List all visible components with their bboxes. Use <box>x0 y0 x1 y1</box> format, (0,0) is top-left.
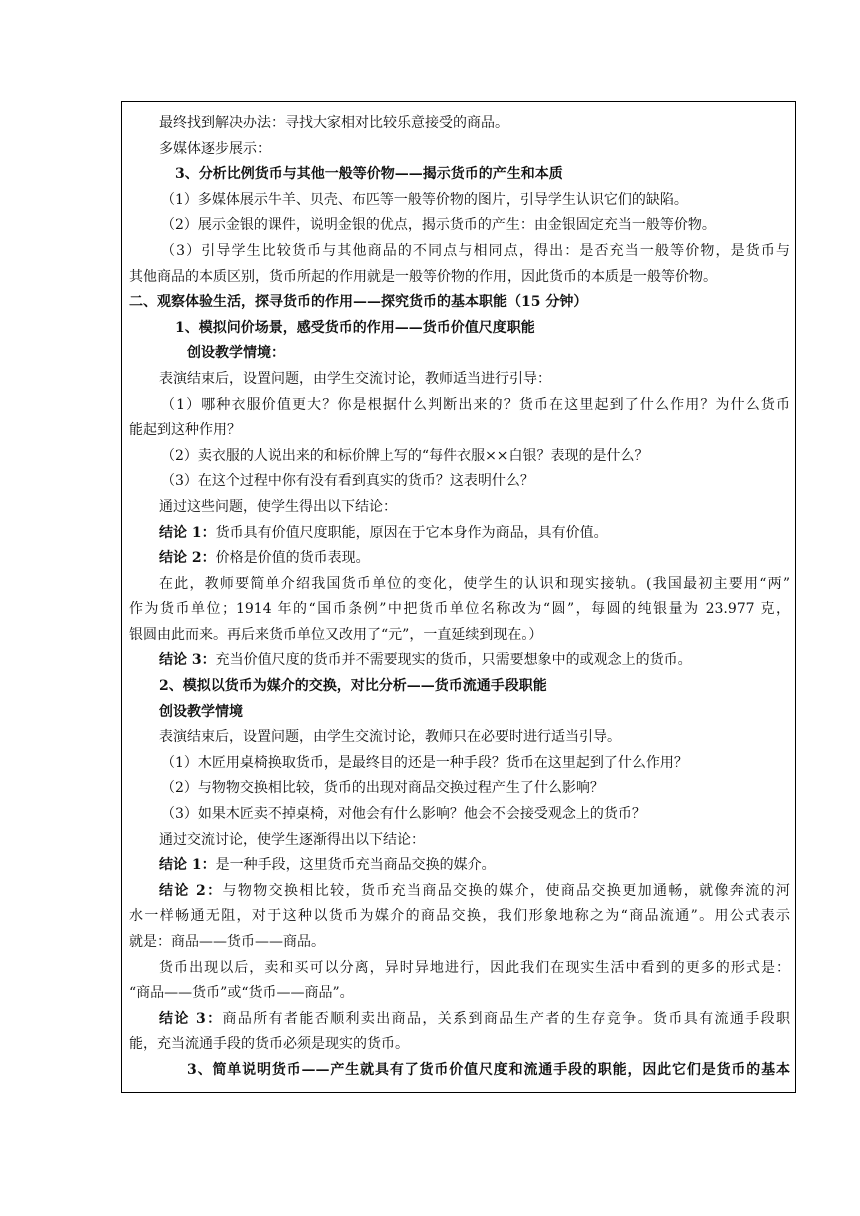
conclusion-line <box>129 648 790 674</box>
text-line: （2）展示金银的课件，说明金银的优点，揭示货币的产生：由金银固定充当一般等价物。 <box>161 217 716 234</box>
conclusion-label: 结论 2： <box>159 882 223 899</box>
conclusion-label: 结论 3： <box>159 1010 223 1027</box>
text-line: 其他商品的本质区别，货币所起的作用就是一般等价物的作用，因此货币的本质是一般等价物。 <box>129 268 717 285</box>
text-line: 就是：商品——货币——商品。 <box>129 934 325 950</box>
text-line: 能，充当流通手段的货币必须是现实的货币。 <box>129 1036 409 1053</box>
text-line: （2）与物物交换相比较，货币的出现对商品交换过程产生了什么影响？ <box>161 780 604 797</box>
text-line: 能起到这种作用？ <box>129 422 241 439</box>
text-line: 水一样畅通无阻，对于这种以货币为媒介的商品交换，我们形象地称之为“商品流通”。用公式表示 <box>129 908 790 925</box>
text-line: （1）木匠用桌椅换取货币，是最终目的还是一种手段？货币在这里起到了什么作用？ <box>161 754 688 771</box>
text-line: （1）哪种衣服价值更大？你是根据什么判断出来的？货币在这里起到了什么作用？为什么货币 <box>161 396 790 413</box>
conclusion-text: 价格是价值的货币表现。 <box>215 550 370 567</box>
text-line: “商品——货币”或“货币——商品”。 <box>129 985 354 1002</box>
conclusion-label: 结论 1： <box>159 524 216 541</box>
conclusion-label: 结论 3： <box>159 652 216 669</box>
section-heading: 二、观察体验生活，探寻货币的作用——探究货币的基本职能（15 分钟） <box>129 294 588 311</box>
text-line: 最终找到解决办法：寻找大家相对比较乐意接受的商品。 <box>159 115 509 131</box>
text-line: （3）引导学生比较货币与其他商品的不同点与相同点，得出：是否充当一般等价物，是货币与 <box>161 242 790 259</box>
conclusion-label: 结论 1： <box>159 857 216 874</box>
text-line: 在此，教师要简单介绍我国货币单位的变化，使学生的认识和现实接轨。(我国最初主要用“两” <box>159 575 790 592</box>
conclusion-label: 结论 2： <box>159 550 216 567</box>
text-line: （2）卖衣服的人说出来的和标价牌上写的“每件衣服××白银？表现的是什么？ <box>161 447 649 464</box>
text-line: （3）如果木匠卖不掉桌椅，对他会有什么影响？他会不会接受观念上的货币？ <box>161 806 646 823</box>
conclusion-line <box>129 853 790 879</box>
conclusion-text: 充当价值尺度的货币并不需要现实的货币，只需要想象中的或观念上的货币。 <box>215 652 692 669</box>
section-heading: 3、分析比例货币与其他一般等价物——揭示货币的产生和本质 <box>175 166 563 183</box>
conclusion-line <box>129 879 790 905</box>
text-line: （1）多媒体展示牛羊、贝壳、布匹等一般等价物的图片，引导学生认识它们的缺陷。 <box>161 191 688 208</box>
text-line: 通过这些问题，使学生得出以下结论： <box>159 498 397 515</box>
conclusion-text: 商品所有者能否顺利卖出商品，关系到商品生产者的生存竞争。货币具有流通手段职 <box>222 1010 790 1027</box>
text-line: （3）在这个过程中你有没有看到真实的货币？这表明什么？ <box>161 473 534 490</box>
document-body <box>129 111 790 1084</box>
conclusion-text: 与物物交换相比较，货币充当商品交换的媒介，使商品交换更加通畅，就像奔流的河 <box>222 882 790 899</box>
table-cell-frame <box>121 101 796 1093</box>
conclusion-line <box>129 521 790 547</box>
conclusion-text: 货币具有价值尺度职能，原因在于它本身作为商品，具有价值。 <box>215 524 608 541</box>
text-line: 表演结束后，设置问题，由学生交流讨论，教师只在必要时进行适当引导。 <box>159 729 621 746</box>
text-line: 多媒体逐步展示： <box>159 140 271 157</box>
text-line: 作为货币单位；1914 年的“国币条例”中把货币单位名称改为“圆”，每圆的纯银量为 23.977 克， <box>129 601 790 618</box>
subsection-heading: 创设教学情境： <box>187 345 285 362</box>
conclusion-line <box>129 1007 790 1033</box>
subsection-heading: 创设教学情境 <box>159 703 243 720</box>
text-line: 表演结束后，设置问题，由学生交流讨论，教师适当进行引导： <box>159 370 551 387</box>
text-line: 货币出现以后，卖和买可以分离，异时异地进行，因此我们在现实生活中看到的更多的形式是： <box>159 959 790 976</box>
conclusion-text: 是一种手段，这里货币充当商品交换的媒介。 <box>215 857 496 874</box>
text-line: 银圆由此而来。再后来货币单位又改用了“元”，一直延续到现在。） <box>129 626 543 643</box>
subsection-heading: 1、模拟问价场景，感受货币的作用——货币价值尺度职能 <box>175 319 535 336</box>
text-line: 通过交流讨论，使学生逐渐得出以下结论： <box>159 831 425 848</box>
subsection-heading: 3、简单说明货币——产生就具有了货币价值尺度和流通手段的职能，因此它们是货币的基本 <box>187 1061 790 1078</box>
subsection-heading: 2、模拟以货币为媒介的交换，对比分析——货币流通手段职能 <box>159 678 547 695</box>
conclusion-line <box>129 546 790 572</box>
